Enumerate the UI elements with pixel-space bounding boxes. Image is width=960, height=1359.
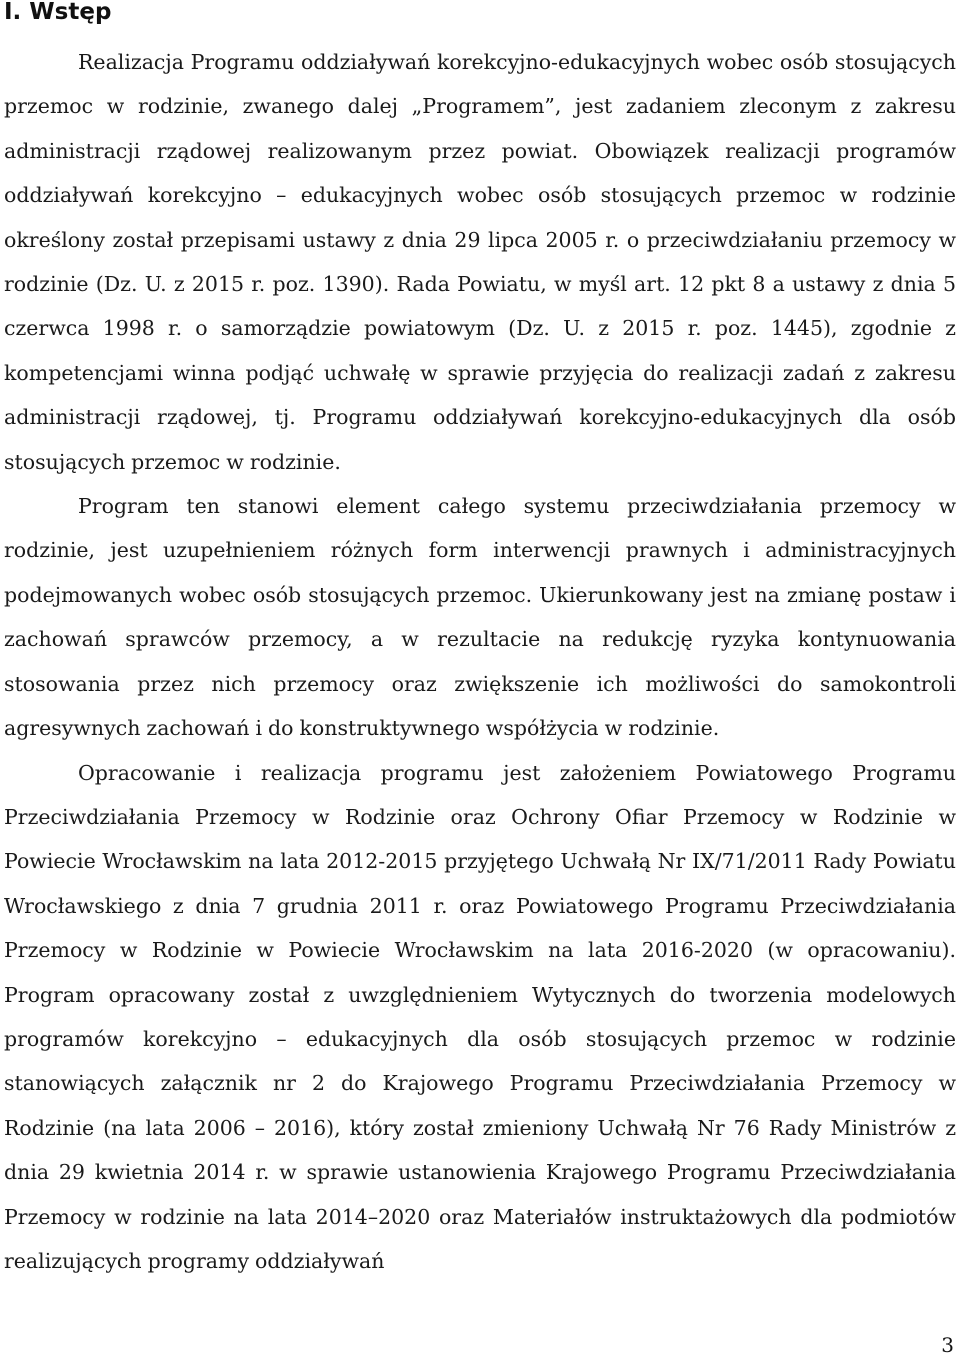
section-heading: I. Wstęp: [4, 0, 112, 25]
paragraph-legal-basis: Realizacja Programu oddziaływań korekcyjno-edukacyjnych wobec osób stosujących przemoc w rodzinie, zwanego dalej „Programem”, jest zadaniem zleconym z zakresu administracji rządowej realizowanym przez powiat. Obowiązek realizacji programów oddziaływań korekcyjno – edukacyjnych wobec osób stosujących przemoc w rodzinie określony został przepisami ustawy z dnia 29 lipca 2005 r. o przeciwdziałaniu przemocy w rodzinie (Dz. U. z 2015 r. poz. 1390). Rada Powiatu, w myśl art. 12 pkt 8 a ustawy z dnia 5 czerwca 1998 r. o samorządzie powiatowym (Dz. U. z 2015 r. poz. 1445), zgodnie z kompetencjami winna podjąć uchwałę w sprawie przyjęcia do realizacji zadań z zakresu administracji rządowej, tj. Programu oddziaływań korekcyjno-edukacyjnych dla osób stosujących przemoc w rodzinie.: [4, 50, 956, 474]
paragraph-program-origin: Opracowanie i realizacja programu jest założeniem Powiatowego Programu Przeciwdziałania Przemocy w Rodzinie oraz Ochrony Ofiar Przemocy w Rodzinie w Powiecie Wrocławskim na lata 2012-2015 przyjętego Uchwałą Nr IX/71/2011 Rady Powiatu Wrocławskiego z dnia 7 grudnia 2011 r. oraz Powiatowego Programu Przeciwdziałania Przemocy w Rodzinie w Powiecie Wrocławskim na lata 2016-2020 (w opracowaniu). Program opracowany został z uwzględnieniem Wytycznych do tworzenia modelowych programów korekcyjno – edukacyjnych dla osób stosujących przemoc w rodzinie stanowiących załącznik nr 2 do Krajowego Programu Przeciwdziałania Przemocy w Rodzinie (na lata 2006 – 2016), który został zmieniony Uchwałą Nr 76 Rady Ministrów z dnia 29 kwietnia 2014 r. w sprawie ustanowienia Krajowego Programu Przeciwdziałania Przemocy w rodzinie na lata 2014–2020 oraz Materiałów instruktażowych dla podmiotów realizujących programy oddziaływań: [4, 760, 956, 1273]
page-number: 3: [941, 1333, 954, 1357]
section-body: [4, 40, 956, 1283]
paragraph-program-purpose: Program ten stanowi element całego systemu przeciwdziałania przemocy w rodzinie, jest uzupełnieniem różnych form interwencji prawnych i administracyjnych podejmowanych wobec osób stosujących przemoc. Ukierunkowany jest na zmianę postaw i zachowań sprawców przemocy, a w rezultacie na redukcję ryzyka kontynuowania stosowania przez nich przemocy oraz zwiększenie ich możliwości do samokontroli agresywnych zachowań i do konstruktywnego współżycia w rodzinie.: [4, 494, 956, 741]
